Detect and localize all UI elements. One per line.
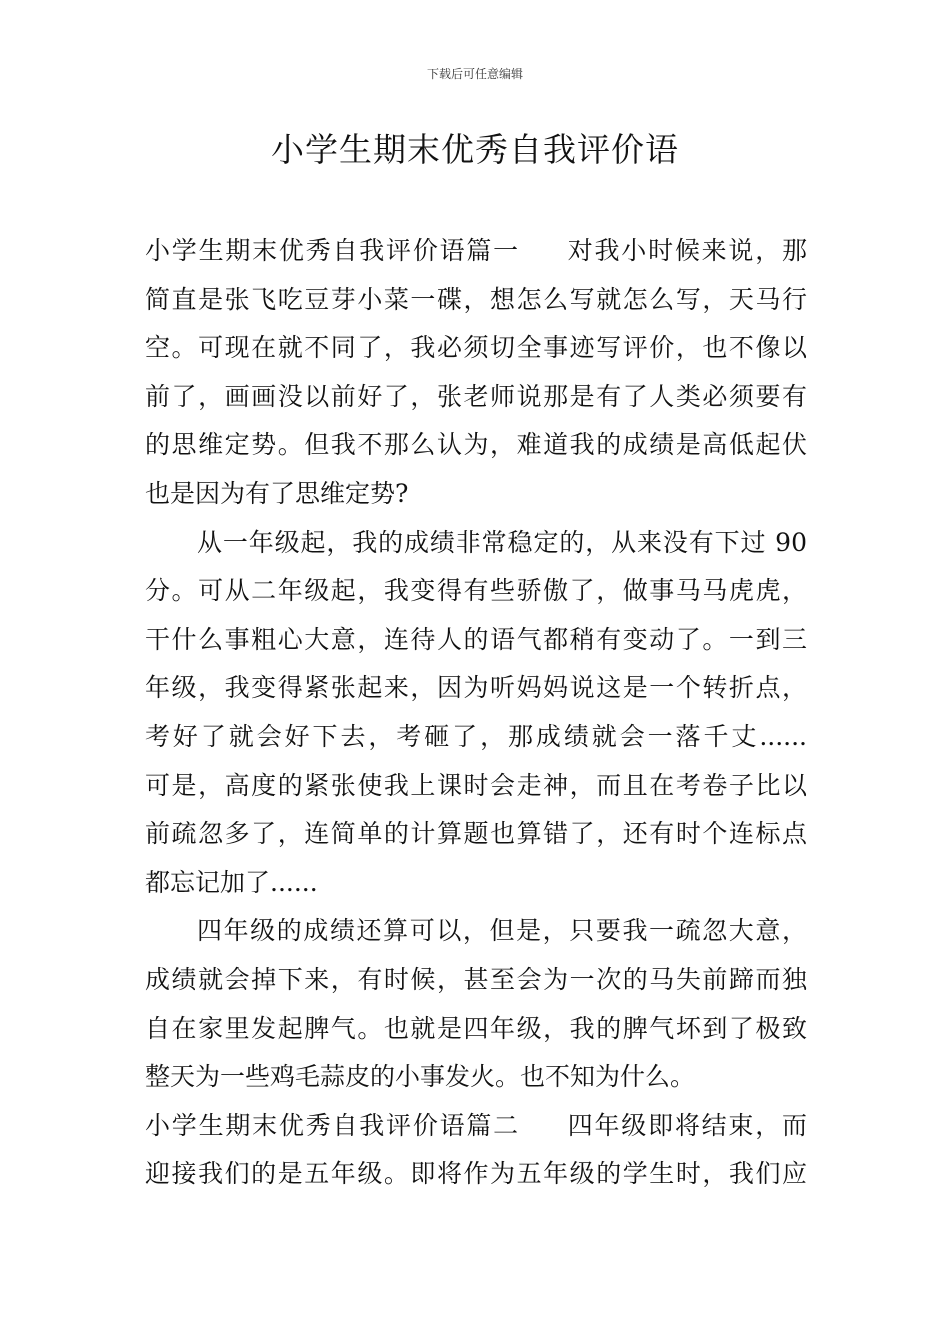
section-heading: 小学生期末优秀自我评价语篇二 [145,1110,520,1140]
paragraph-line: 年级，我变得紧张起来，因为听妈妈说这是一个转折点， [145,673,807,703]
paragraph-line: 小学生期末优秀自我评价语篇一 对我小时候来说，那 [145,236,807,265]
paragraph-line: 干什么事粗心大意，连待人的语气都稍有变动了。一到三 [145,624,807,654]
paragraph-line: 成绩就会掉下来，有时候，甚至会为一次的马失前蹄而独 [145,964,807,994]
paragraph-line: 空。可现在就不同了，我必须切全事迹写评价，也不像以 [145,333,807,363]
paragraph-line: 前疏忽多了，连简单的计算题也算错了，还有时个连标点 [145,819,807,849]
paragraph-line: 分。可从二年级起，我变得有些骄傲了，做事马马虎虎， [145,576,807,606]
paragraph-line: 的思维定势。但我不那么认为，难道我的成绩是高低起伏 [145,430,807,460]
paragraph-line: 也是因为有了思维定势? [145,478,409,508]
paragraph-line: 都忘记加了...... [145,867,318,897]
document-title: 小学生期末优秀自我评价语 [271,130,679,169]
paragraph-line: 自在家里发起脾气。也就是四年级，我的脾气坏到了极致 [145,1013,807,1043]
paragraph-line: 小学生期末优秀自我评价语篇二 四年级即将结束，而 [145,1110,807,1140]
paragraph-line: 考好了就会好下去，考砸了，那成绩就会一落千丈...... [145,721,807,751]
paragraph-line: 从一年级起，我的成绩非常稳定的，从来没有下过 90 [197,527,807,557]
paragraph-line: 整天为一些鸡毛蒜皮的小事发火。也不知为什么。 [145,1062,696,1092]
paragraph-line: 前了，画画没以前好了，张老师说那是有了人类必须要有 [145,381,807,411]
header-note: 下载后可任意编辑 [426,67,523,81]
paragraph-line: 可是，高度的紧张使我上课时会走神，而且在考卷子比以 [145,770,807,800]
paragraph-line: 迎接我们的是五年级。即将作为五年级的学生时，我们应 [145,1159,807,1189]
section-heading: 小学生期末优秀自我评价语篇一 [145,236,520,265]
paragraph-line: 简直是张飞吃豆芽小菜一碟，想怎么写就怎么写，天马行 [145,284,807,314]
document-body [145,227,807,1199]
paragraph-line: 四年级的成绩还算可以，但是，只要我一疏忽大意， [197,916,807,946]
